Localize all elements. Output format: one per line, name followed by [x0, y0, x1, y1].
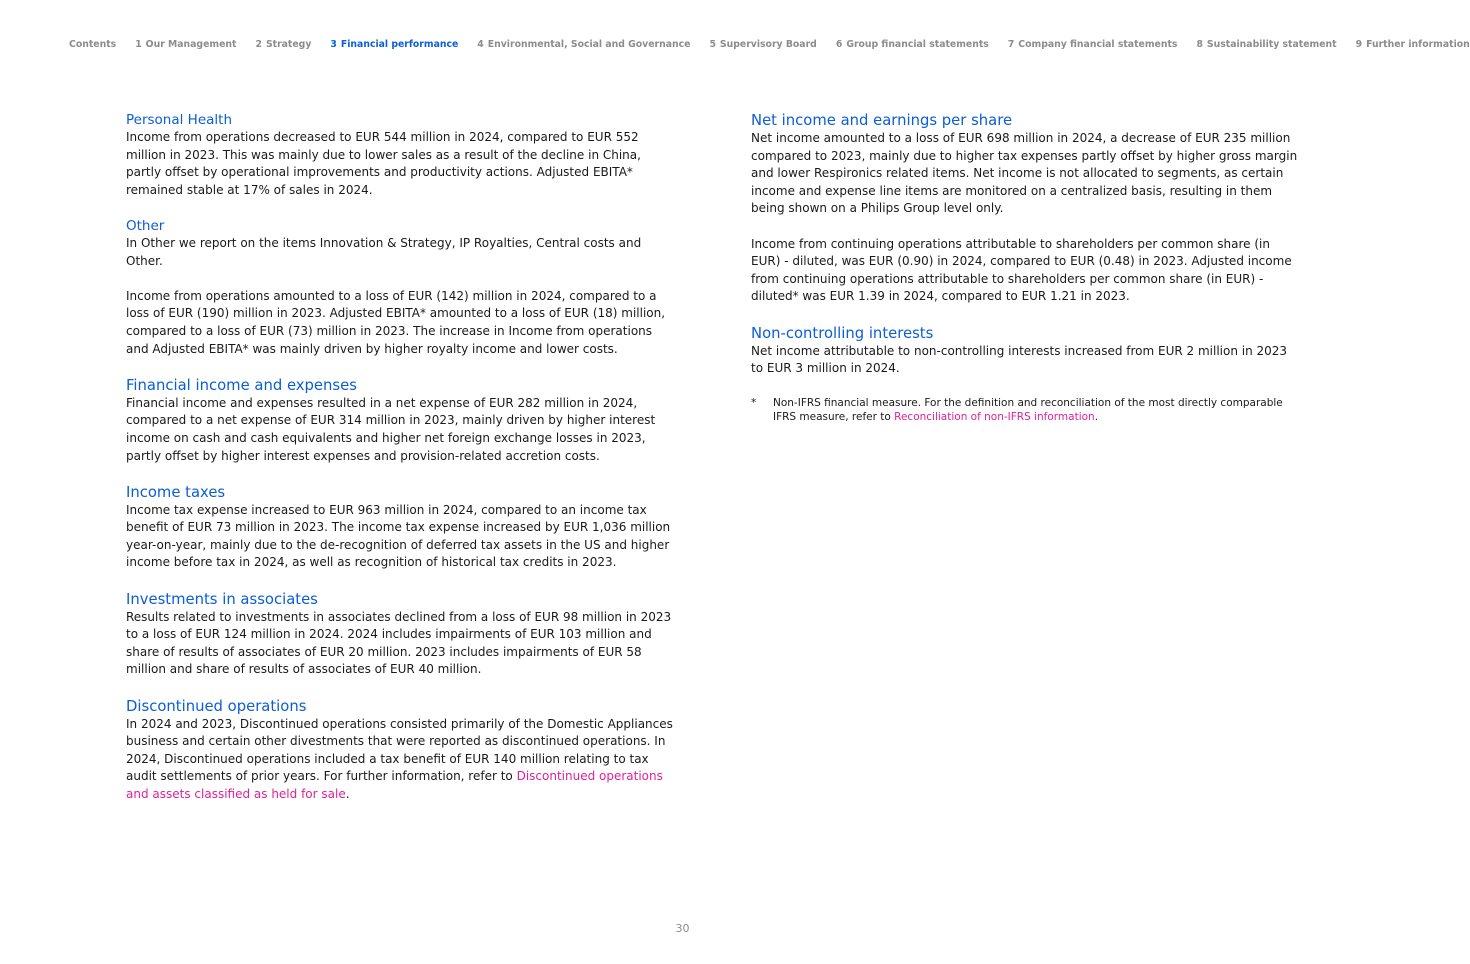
section-heading: Financial income and expenses	[126, 376, 357, 394]
section-body: Income from continuing operations attributable to shareholders per common share (in EUR) - diluted, was EUR (0.90) in 2024, compared to EUR (0.48) in 2023. Adjusted income from continuing operations attributable to shareholders per common share (in EUR) - diluted* was EUR 1.39 in 2024, compared to EUR 1.21 in 2023.	[751, 236, 1292, 304]
section-heading: Non-controlling interests	[751, 324, 934, 342]
section-heading: Net income and earnings per share	[751, 112, 1013, 129]
footnote-tail: .	[1094, 410, 1099, 423]
section-body: In Other we report on the items Innovation & Strategy, IP Royalties, Central costs and Other.	[126, 235, 642, 268]
nav-item-financial-performance[interactable]	[330, 39, 458, 50]
nav-item-label: Company financial statements	[1018, 39, 1178, 50]
footnote-marker: *	[751, 396, 757, 409]
body-text: In 2024 and 2023, Discontinued operations consisted primarily of the Domestic Appliances business and certain other divestments that were reported as discontinued operations. In 2024, Discontinued operations included a tax benefit of EUR 140 million relating to tax audit settlements of prior years. For further information, refer to	[126, 716, 673, 784]
section-discontinued-operations	[126, 697, 678, 804]
top-navigation	[69, 39, 1470, 50]
section-net-income-eps	[751, 111, 1299, 306]
section-heading: Income taxes	[126, 483, 226, 501]
section-body	[126, 716, 678, 804]
nav-item-number: 4	[477, 39, 484, 50]
section-heading: Other	[126, 217, 165, 234]
nav-item-label: Supervisory Board	[719, 39, 817, 50]
section-financial-income-expenses	[126, 376, 678, 465]
nav-item-supervisory-board[interactable]	[709, 39, 816, 50]
section-income-taxes	[126, 483, 678, 572]
nav-item-number: 3	[330, 39, 337, 50]
nav-item-group-financial-statements[interactable]	[836, 39, 989, 50]
footnote-body: Non-IFRS financial measure. For the definition and reconciliation of the most directly comparable IFRS measure, refer to	[773, 396, 1283, 423]
nav-item-number: 2	[255, 39, 262, 50]
nav-item-further-information[interactable]	[1356, 39, 1470, 50]
nav-item-label: Group financial statements	[846, 39, 989, 50]
nav-item-number: 7	[1007, 39, 1015, 50]
nav-item-number: 9	[1355, 39, 1363, 50]
section-heading: Discontinued operations	[126, 697, 307, 715]
section-body: Financial income and expenses resulted in a net expense of EUR 282 million in 2024, compared to a net expense of EUR 314 million in 2023, mainly driven by higher interest income on cash and cash equivalents and higher net foreign exchange losses in 2023, partly offset by higher interest expenses and provision-related accretion costs.	[126, 395, 656, 463]
section-investments-in-associates	[126, 590, 678, 679]
nav-item-number: 5	[709, 39, 716, 50]
discontinued-operations-link[interactable]: Discontinued operations and assets classified as held for sale	[126, 769, 663, 801]
page-number: 30	[675, 922, 690, 935]
nav-item-esg[interactable]	[477, 39, 690, 50]
nav-item-label: Sustainability statement	[1206, 39, 1337, 50]
nav-item-label: Strategy	[265, 39, 312, 50]
nav-item-our-management[interactable]	[135, 39, 236, 50]
section-heading: Investments in associates	[126, 590, 318, 608]
body-text-tail: .	[345, 787, 350, 801]
nav-item-number: 1	[135, 39, 142, 50]
section-body: Income from operations amounted to a loss of EUR (142) million in 2024, compared to a loss of EUR (190) million in 2023. Adjusted EBITA* amounted to a loss of EUR (18) million, compared to a loss of EUR (73) million in 2023. The increase in Income from operations and Adjusted EBITA* was mainly driven by higher royalty income and lower costs.	[126, 288, 666, 356]
nav-item-sustainability-statement[interactable]	[1196, 39, 1336, 50]
footnote-text	[773, 396, 1299, 424]
right-column	[751, 111, 1299, 424]
footnote	[751, 396, 1299, 424]
nav-item-number: 6	[835, 39, 843, 50]
nav-item-label: Further information	[1366, 39, 1470, 50]
section-body: Results related to investments in associates declined from a loss of EUR 98 million in 2023 to a loss of EUR 124 million in 2024. 2024 includes impairments of EUR 103 million and share of results of associates of EUR 20 million. 2023 includes impairments of EUR 58 million and share of results of associates of EUR 40 million.	[126, 609, 672, 677]
nav-item-strategy[interactable]	[255, 39, 311, 50]
section-non-controlling-interests	[751, 324, 1299, 378]
nav-item-number: 8	[1196, 39, 1203, 50]
nav-item-label: Environmental, Social and Governance	[487, 39, 691, 50]
nav-item-label: Financial performance	[340, 39, 459, 50]
section-body: Income from operations decreased to EUR 544 million in 2024, compared to EUR 552 million in 2023. This was mainly due to lower sales as a result of the decline in China, partly offset by operational improvements and productivity actions. Adjusted EBITA* remained stable at 17% of sales in 2024.	[126, 130, 641, 197]
nav-item-company-financial-statements[interactable]	[1008, 39, 1178, 50]
section-other	[126, 217, 678, 358]
nav-item-contents[interactable]	[69, 39, 116, 50]
nav-item-label: Contents	[69, 39, 117, 50]
section-heading: Personal Health	[126, 112, 233, 128]
non-ifrs-reconciliation-link[interactable]: Reconciliation of non-IFRS information	[894, 410, 1095, 423]
section-body: Net income attributable to non-controlling interests increased from EUR 2 million in 2023 to EUR 3 million in 2024.	[751, 343, 1288, 376]
section-personal-health	[126, 111, 678, 199]
section-body: Income tax expense increased to EUR 963 million in 2024, compared to an income tax benefit of EUR 73 million in 2023. The income tax expense increased by EUR 1,036 million year-on-year, mainly due to the de-recognition of deferred tax assets in the US and higher income before tax in 2024, as well as recognition of historical tax credits in 2023.	[126, 502, 671, 570]
left-column	[126, 111, 678, 821]
section-body: Net income amounted to a loss of EUR 698 million in 2024, a decrease of EUR 235 million compared to 2023, mainly due to higher tax expenses partly offset by higher gross margin and lower Respironics related items. Net income is not allocated to segments, as certain income and expense line items are monitored on a centralized basis, resulting in them being shown on a Philips Group level only.	[751, 131, 1298, 216]
nav-item-label: Our Management	[145, 39, 237, 50]
